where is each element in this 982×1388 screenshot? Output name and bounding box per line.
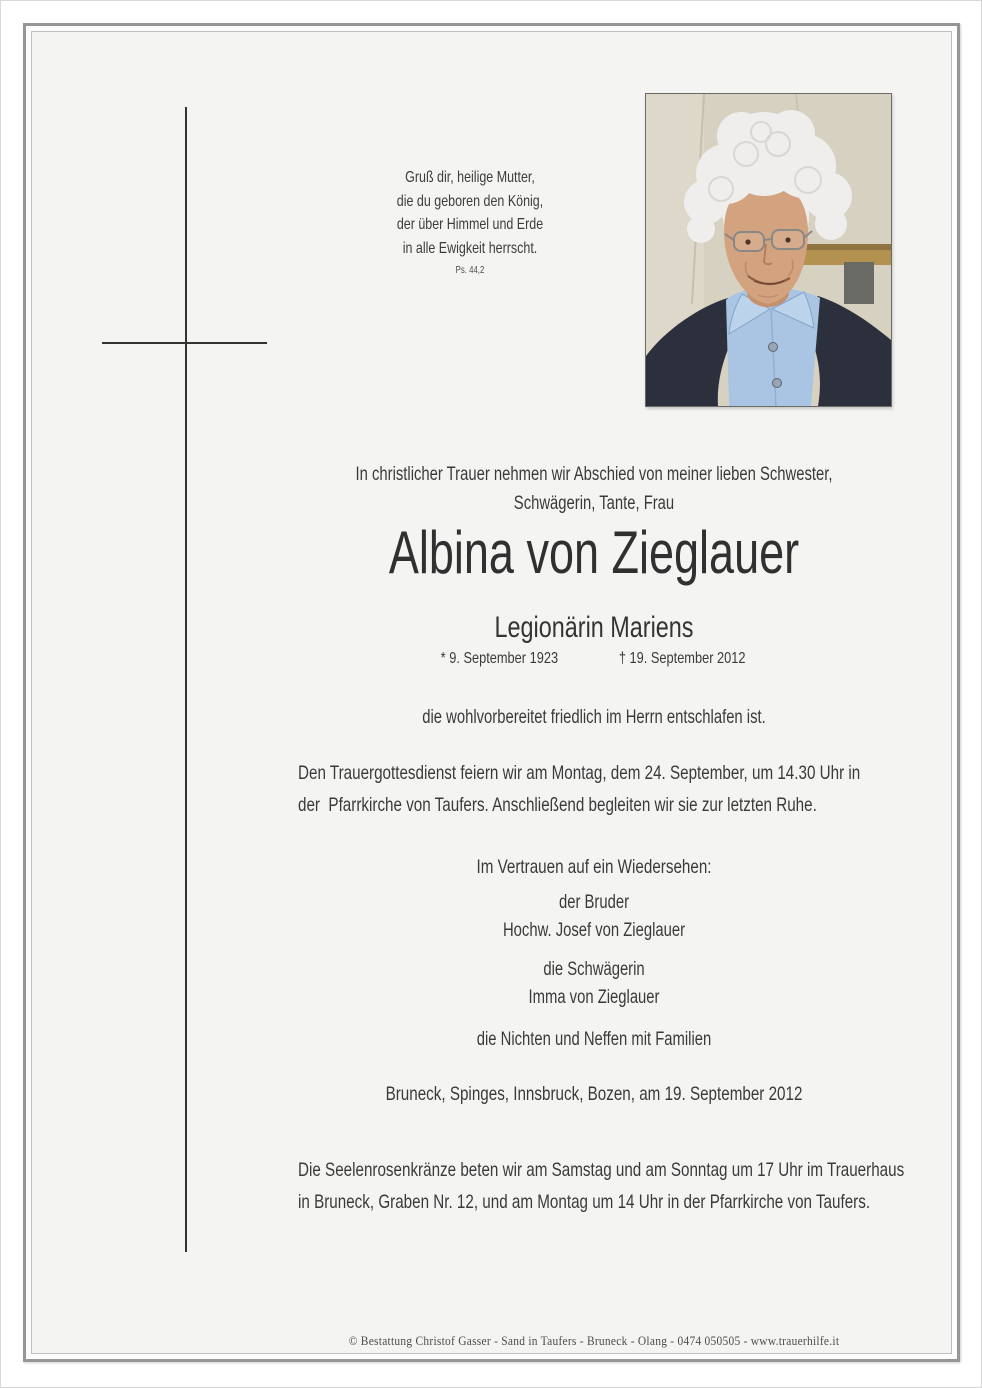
prayer-line: der über Himmel und Erde — [396, 216, 544, 233]
mourner-name-text: Hochw. Josef von Zieglauer — [502, 920, 686, 941]
deceased-title-text: Legionärin Mariens — [494, 611, 694, 644]
mourner-relation — [240, 957, 948, 983]
prayer-verse — [270, 166, 670, 277]
portrait-photo — [645, 93, 892, 407]
service-line: Den Trauergottesdienst feiern wir am Montag, dem 24. September, um 14.30 Uhr in — [298, 762, 861, 784]
mourner-name — [240, 918, 948, 944]
mourner-relation-text: der Bruder — [558, 892, 630, 913]
cross-horizontal-line — [102, 342, 267, 344]
mourner-name — [240, 985, 948, 1011]
intro-line: In christlicher Trauer nehmen wir Abschied von meiner lieben Schwester, — [355, 464, 833, 485]
deceased-name — [240, 517, 948, 589]
condolence-heading — [240, 854, 948, 880]
deceased-title — [240, 608, 948, 648]
prayer-source: Ps. 44,2 — [455, 265, 485, 276]
closing-line — [240, 705, 948, 731]
prayer-line: in alle Ewigkeit herrscht. — [402, 239, 538, 257]
closing-line-text: die wohlvorbereitet friedlich im Herrn entschlafen ist. — [422, 707, 766, 728]
dateline — [240, 1081, 948, 1107]
service-paragraph — [298, 758, 982, 821]
death-date: † 19. September 2012 — [619, 650, 746, 667]
birth-date: * 9. September 1923 — [441, 650, 559, 667]
rosary-line: in Bruneck, Graben Nr. 12, und am Montag um 14 Uhr in der Pfarrkirche von Taufers. — [298, 1190, 871, 1213]
service-line: der Pfarrkirche von Taufers. Anschließend begleiten wir sie zur letzten Ruhe. — [298, 793, 817, 816]
footer-credit-text: © Bestattung Christof Gasser - Sand in Taufers - Bruneck - Olang - 0474 050505 - www.trauerhilfe.it — [348, 1333, 840, 1348]
mourner-relation-text: die Schwägerin — [543, 959, 645, 980]
rosary-paragraph — [298, 1155, 982, 1218]
condolence-heading-text: Im Vertrauen auf ein Wiedersehen: — [476, 856, 712, 878]
rosary-line: Die Seelenrosenkränze beten wir am Samstag und am Sonntag um 17 Uhr im Trauerhaus — [298, 1159, 905, 1181]
mourner-name-text: Imma von Zieglauer — [528, 987, 660, 1008]
prayer-line: die du geboren den König, — [396, 192, 544, 210]
prayer-line: Gruß dir, heilige Mutter, — [405, 169, 535, 186]
footer-credit — [240, 1333, 948, 1349]
mourners-extra-text: die Nichten und Neffen mit Familien — [476, 1029, 712, 1050]
intro-text — [240, 460, 948, 518]
deceased-name-text: Albina von Zieglauer — [388, 519, 800, 586]
mourner-relation — [240, 890, 948, 916]
life-dates — [240, 647, 948, 671]
portrait-illustration — [646, 94, 891, 406]
cross-vertical-line — [185, 107, 187, 1252]
dateline-text: Bruneck, Spinges, Innsbruck, Bozen, am 19. September 2012 — [385, 1083, 803, 1105]
intro-line: Schwägerin, Tante, Frau — [513, 493, 675, 514]
mourners-extra — [240, 1027, 948, 1053]
